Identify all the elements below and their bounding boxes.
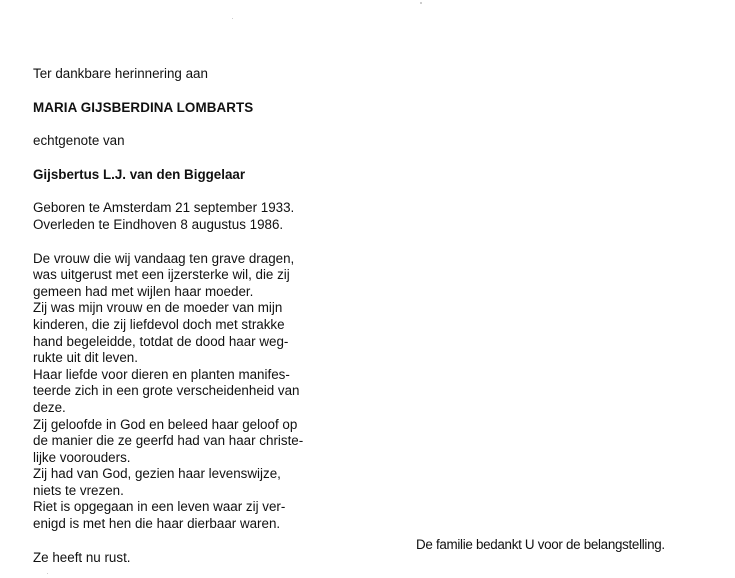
memorial-text xyxy=(33,66,333,566)
thanks-text: De familie bedankt U voor de belangstelling. xyxy=(416,537,665,552)
poem-line: lijke voorouders. xyxy=(33,449,131,465)
poem-line: rukte uit dit leven. xyxy=(33,350,138,366)
death-line: Overleden te Eindhoven 8 augustus 1986. xyxy=(33,216,284,232)
poem-line: niets te vrezen. xyxy=(33,482,124,498)
speck-mark xyxy=(420,2,422,4)
speck-mark xyxy=(47,573,48,574)
poem-line: Riet is opgegaan in een leven waar zij ver- xyxy=(33,499,286,515)
poem-line: De vrouw die wij vandaag ten grave dragen, xyxy=(33,250,295,266)
poem-line: kinderen, die zij liefdevol doch met strakke xyxy=(33,316,285,332)
poem-line: was uitgerust met een ijzersterke wil, die zij xyxy=(33,267,290,283)
speck-mark xyxy=(232,18,233,19)
poem-line: Zij was mijn vrouw en de moeder van mijn xyxy=(33,300,283,316)
spouse-label: echtgenote van xyxy=(33,133,125,149)
poem-line: Zij had van God, gezien haar levenswijze, xyxy=(33,466,281,482)
birth-line: Geboren te Amsterdam 21 september 1933. xyxy=(33,200,295,216)
poem-line: hand begeleidde, totdat de dood haar weg- xyxy=(33,333,289,349)
intro-text: Ter dankbare herinnering aan xyxy=(33,66,208,81)
poem-block xyxy=(33,251,333,533)
spouse-name: Gijsbertus L.J. van den Biggelaar xyxy=(33,166,246,182)
poem-line: Zij geloofde in God en beleed haar geloof op xyxy=(33,416,298,432)
poem-line: de manier die ze geerfd had van haar christe- xyxy=(33,433,304,449)
poem-line: enigd is met hen die haar dierbaar waren. xyxy=(33,516,281,532)
closing-text: Ze heeft nu rust. xyxy=(33,549,131,565)
poem-line: Haar liefde voor dieren en planten manifes- xyxy=(33,366,290,382)
dates-block xyxy=(33,200,333,233)
poem-line: deze. xyxy=(33,399,66,415)
poem-line: teerde zich in een grote verscheidenheid van xyxy=(33,383,300,399)
deceased-name: MARIA GIJSBERDINA LOMBARTS xyxy=(33,99,254,115)
poem-line: gemeen had met wijlen haar moeder. xyxy=(33,283,254,299)
